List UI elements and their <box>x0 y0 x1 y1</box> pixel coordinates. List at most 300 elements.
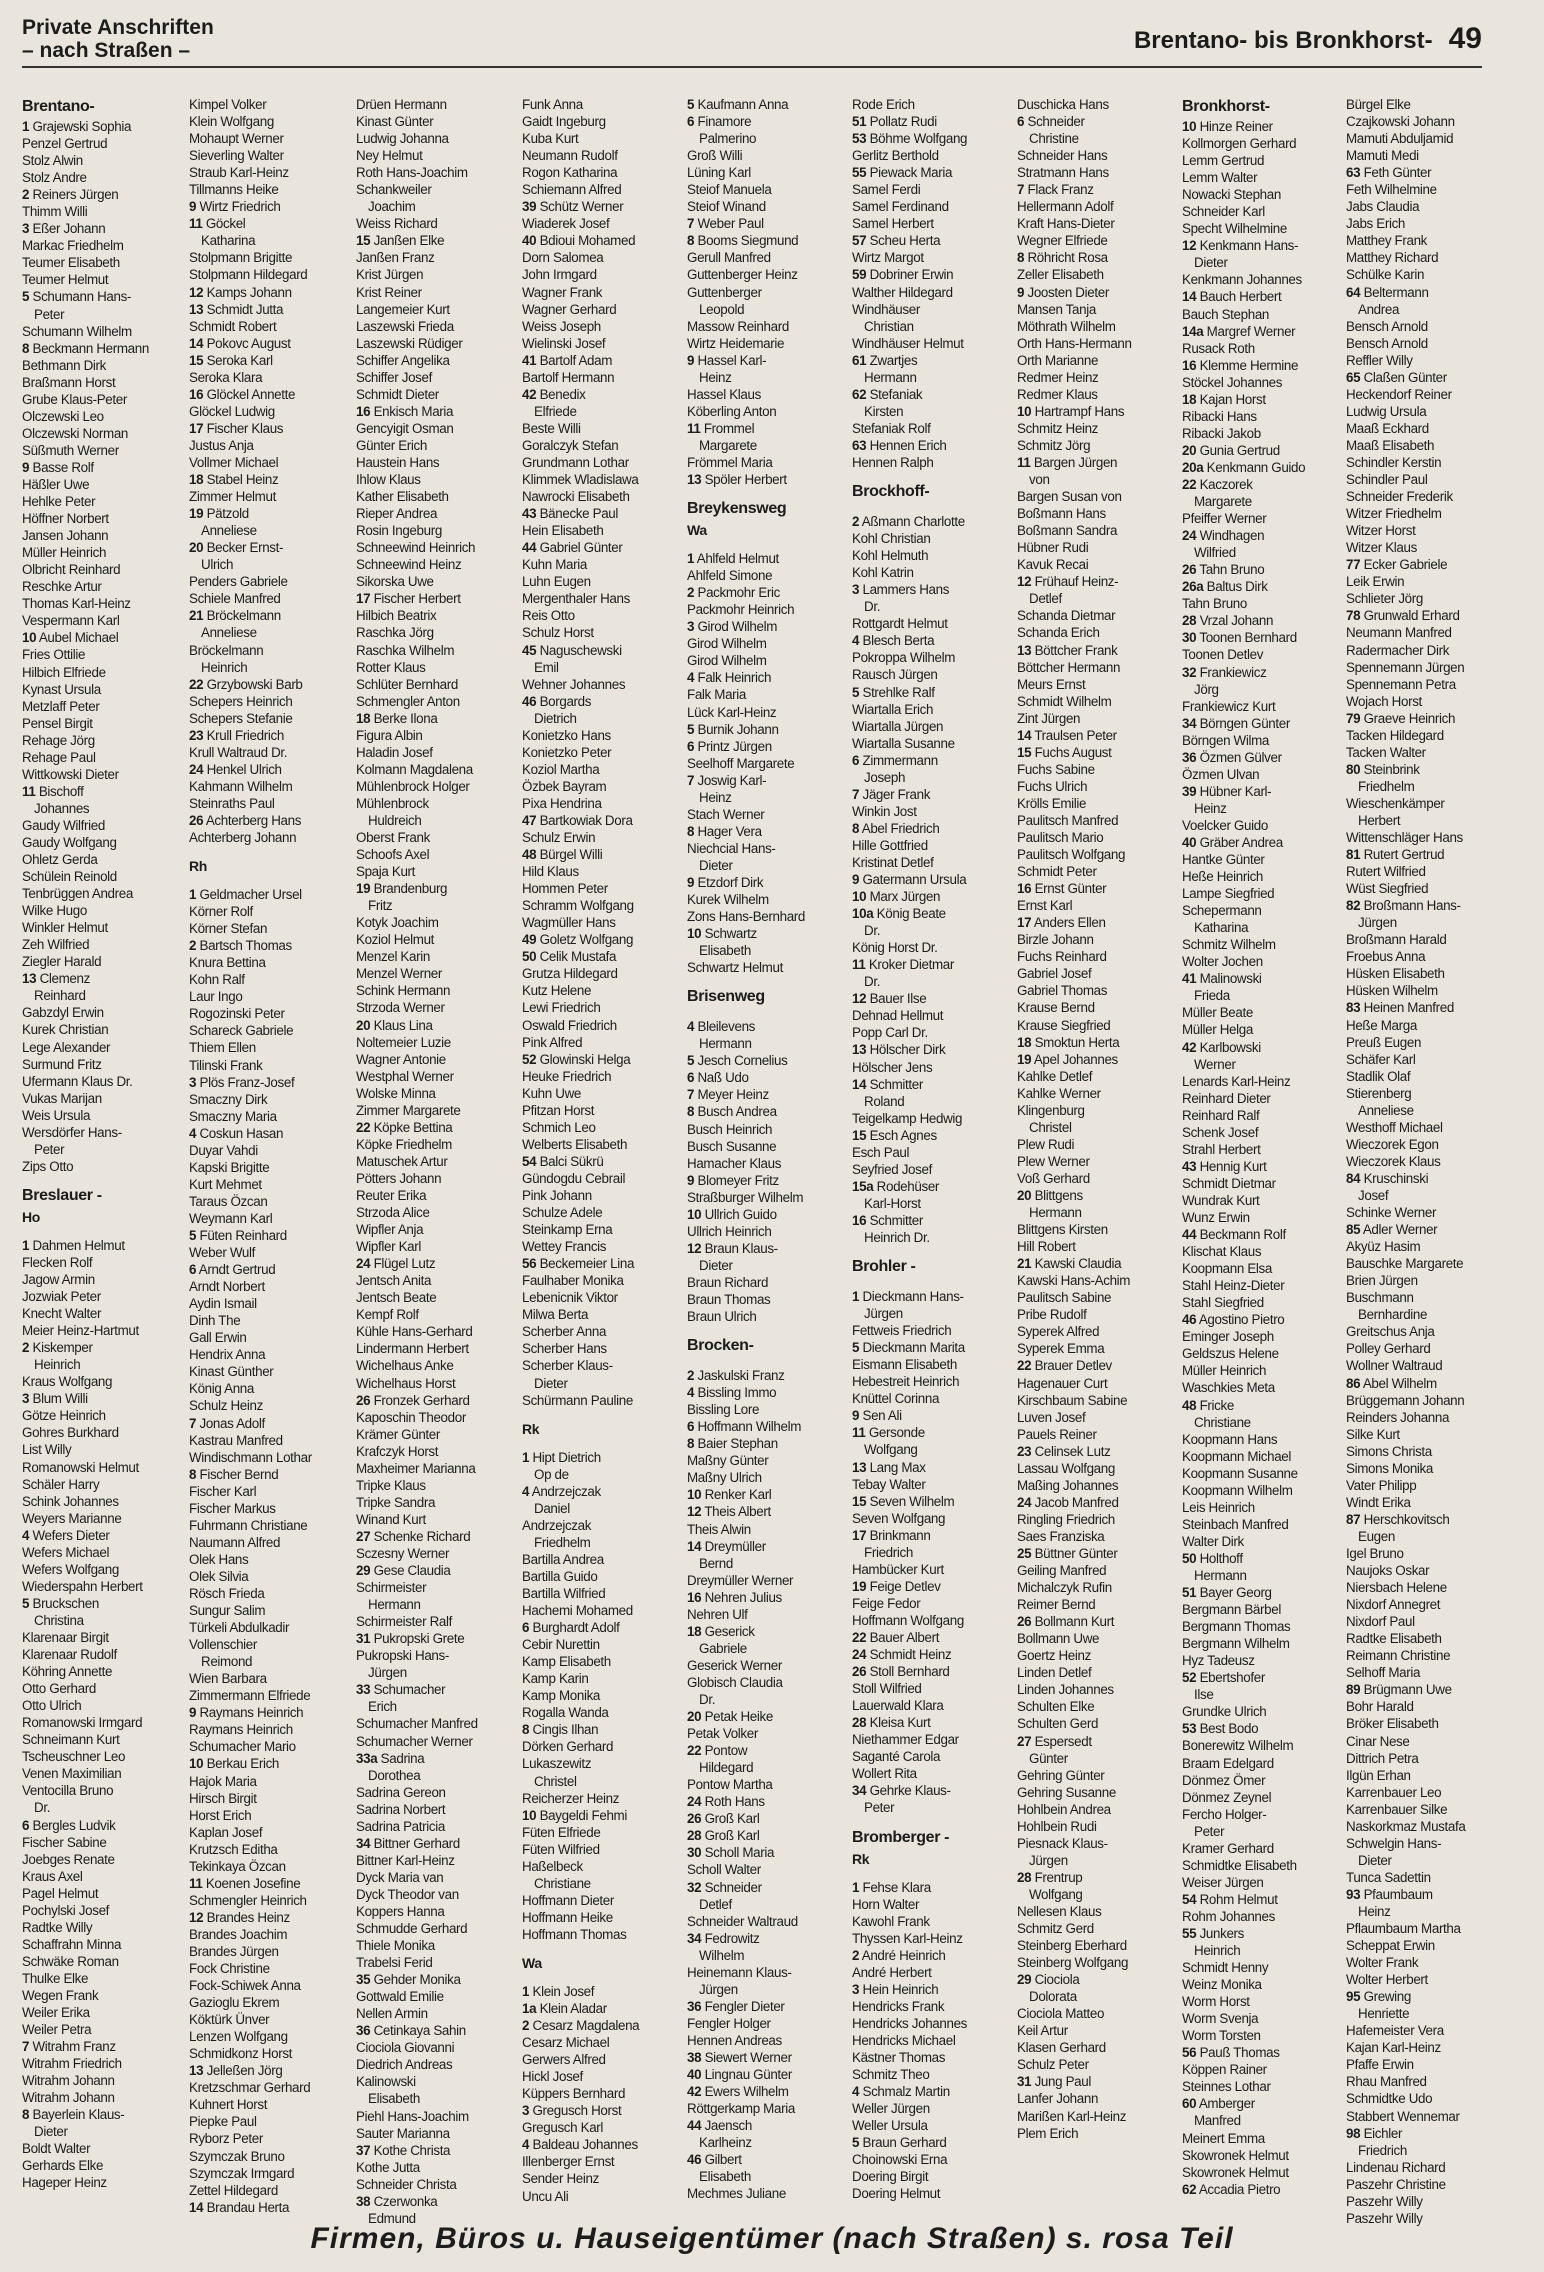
directory-entry: Schmidt Dietmar <box>1182 1175 1276 1191</box>
name-continuation: Karlheinz <box>699 2135 752 2151</box>
directory-entry: Hill Robert <box>1017 1239 1076 1255</box>
directory-entry: Rehage Paul <box>22 749 96 765</box>
resident-name: Frühauf Heinz- <box>1034 574 1119 590</box>
directory-entry: Gerhards Elke <box>22 2158 104 2174</box>
directory-entry: Kather Elisabeth <box>356 489 449 505</box>
directory-entry: Gottwald Emilie <box>356 1989 444 2005</box>
spacer <box>22 1227 190 1237</box>
directory-entry: Welberts Elisabeth <box>522 1136 628 1152</box>
directory-entry: Haladin Josef <box>356 744 433 760</box>
resident-name: Schumann Hans- <box>32 289 132 305</box>
directory-entry: Stahl Siegfried <box>1182 1295 1264 1311</box>
directory-entry <box>687 1930 855 1947</box>
directory-entry: Schramm Wolfgang <box>522 898 634 914</box>
resident-name: Finamore <box>697 114 752 130</box>
directory-entry: Maßny Günter <box>687 1453 769 1469</box>
house-number: 20 <box>356 1017 371 1033</box>
house-number: 48 <box>1182 1397 1197 1413</box>
directory-entry: Konietzko Peter <box>522 744 612 760</box>
directory-entry: Schanda Dietmar <box>1017 608 1116 624</box>
directory-entry: Plem Erich <box>1017 2125 1079 2141</box>
house-number: 7 <box>852 786 860 802</box>
directory-entry: Ahlfeld Simone <box>687 568 773 584</box>
directory-entry: Groß Willi <box>687 148 743 164</box>
directory-entry <box>1017 880 1185 897</box>
directory-entry: Plew Werner <box>1017 1153 1090 1169</box>
directory-entry: Hickl Josef <box>522 2069 583 2085</box>
resident-name: Gehder Monika <box>373 1972 461 1988</box>
directory-entry <box>687 1538 855 1555</box>
directory-entry <box>687 1793 855 1810</box>
name-continuation: Erich <box>368 1699 397 1715</box>
name-continuation: Huldreich <box>368 812 422 828</box>
directory-entry: Koziol Martha <box>522 761 600 777</box>
directory-entry: Rieper Andrea <box>356 506 438 522</box>
house-number: 20 <box>1017 1188 1032 1203</box>
directory-entry: Paulitsch Wolfgang <box>1017 847 1126 863</box>
directory-entry: Gregusch Karl <box>522 2120 604 2136</box>
name-continuation: Dr. <box>864 974 881 990</box>
directory-entry: Ciociola Giovanni <box>356 2040 455 2056</box>
directory-entry: Koopmann Hans <box>1182 1431 1278 1447</box>
directory-entry: Dehnad Hellmut <box>852 1008 944 1024</box>
directory-entry: Lindenau Richard <box>1346 2159 1446 2175</box>
directory-entry: Kurek Christian <box>22 1022 109 1038</box>
directory-entry <box>687 1086 855 1103</box>
directory-entry <box>687 2151 855 2168</box>
directory-entry: Grube Klaus-Peter <box>22 391 127 407</box>
resident-name: Braun Gerhard <box>862 2135 947 2151</box>
house-number: 41 <box>522 352 537 368</box>
resident-name: Schütz Werner <box>539 199 624 215</box>
house-number: 18 <box>687 1623 702 1639</box>
resident-name: Hager Vera <box>697 823 762 839</box>
resident-name: Fedrowitz <box>704 1930 760 1946</box>
directory-entry: Radtke Willy <box>22 1919 93 1935</box>
name-continuation: Bernd <box>699 1555 733 1571</box>
house-number: 55 <box>852 165 867 181</box>
directory-entry: Oswald Friedrich <box>522 1017 617 1033</box>
resident-name: Blomeyer Fritz <box>697 1172 779 1188</box>
directory-entry: Smaczny Maria <box>189 1108 277 1124</box>
directory-entry: Schulze Adele <box>522 1205 603 1221</box>
directory-entry: Schürmann Pauline <box>522 1392 633 1408</box>
directory-entry <box>687 2117 855 2134</box>
directory-entry: Weiler Erika <box>22 2005 90 2021</box>
directory-entry: Bissling Lore <box>687 1402 760 1418</box>
directory-entry: Steinkamp Erna <box>522 1222 613 1238</box>
resident-name: Kaczorek <box>1199 476 1253 492</box>
name-continuation: Josef <box>1358 1188 1389 1203</box>
house-number: 5 <box>22 1595 30 1611</box>
name-continuation: Friedrich <box>1358 2142 1407 2158</box>
directory-entry: Weiser Jürgen <box>1182 1874 1264 1890</box>
directory-entry: Zettel Hildegard <box>189 2182 278 2198</box>
directory-entry: Tekinkaya Özcan <box>189 1858 286 1874</box>
directory-entry: Rogozinski Peter <box>189 1006 285 1022</box>
directory-entry <box>189 215 357 232</box>
directory-entry: Tscheuschner Leo <box>22 1749 126 1765</box>
directory-entry: Worm Horst <box>1182 1994 1250 2010</box>
directory-entry: Leis Heinrich <box>1182 1499 1255 1515</box>
directory-entry: Schmitz Gerd <box>1017 1921 1094 1937</box>
directory-entry: Glöckel Ludwig <box>189 403 275 419</box>
directory-entry: Kuhn Maria <box>522 557 587 573</box>
directory-entry: Piehl Hans-Joachim <box>356 2108 469 2124</box>
house-number: 4 <box>687 670 695 686</box>
directory-entry: Hendricks Johannes <box>852 2015 968 2031</box>
directory-entry: Rusack Roth <box>1182 340 1255 356</box>
directory-entry: Hilbich Elfriede <box>22 664 106 680</box>
house-number: 26 <box>852 1664 867 1680</box>
resident-name: Fischer Herbert <box>373 591 461 607</box>
directory-entry: Dreymüller Werner <box>687 1572 794 1588</box>
directory-entry <box>189 420 357 437</box>
directory-entry <box>1182 357 1350 374</box>
resident-name: Bollmann Kurt <box>1034 1614 1115 1630</box>
house-number: 24 <box>852 1647 867 1663</box>
house-number: 54 <box>1182 1891 1197 1907</box>
house-number: 43 <box>522 506 537 522</box>
directory-entry: Winkin Jost <box>852 803 917 819</box>
directory-entry: Schmengler Heinrich <box>189 1892 307 1908</box>
house-number: 41 <box>1182 971 1197 987</box>
resident-name: Jaskulski Franz <box>697 1368 785 1384</box>
directory-entry: Gall Erwin <box>189 1330 247 1346</box>
directory-entry: Metzlaff Peter <box>22 698 100 714</box>
spacer <box>852 1278 1020 1288</box>
directory-entry <box>852 1629 1020 1646</box>
resident-name: Benedix <box>539 386 586 402</box>
directory-entry: Knecht Walter <box>22 1306 102 1322</box>
directory-entry: Maxheimer Marianna <box>356 1460 476 1476</box>
name-continuation: Friedhelm <box>1358 778 1415 794</box>
house-number: 26 <box>687 1811 702 1827</box>
house-number: 42 <box>522 386 537 402</box>
directory-entry <box>1182 664 1350 681</box>
house-number: 9 <box>22 459 30 475</box>
resident-name: Kajan Horst <box>1199 391 1266 407</box>
directory-entry <box>852 1663 1020 1680</box>
directory-entry: Pixa Hendrina <box>522 795 602 811</box>
directory-entry: Laszewski Rüdiger <box>356 335 463 351</box>
directory-entry: Eminger Joseph <box>1182 1329 1274 1345</box>
directory-entry: Schumann Wilhelm <box>22 323 132 339</box>
house-number: 17 <box>189 420 204 436</box>
directory-entry: Naskorkmaz Mustafa <box>1346 1818 1466 1834</box>
house-number: 48 <box>522 847 537 863</box>
house-number: 25 <box>1017 1545 1032 1561</box>
directory-entry: Kästner Thomas <box>852 2049 946 2065</box>
directory-entry: Frankiewicz Kurt <box>1182 698 1276 714</box>
spacer <box>687 488 855 498</box>
resident-name: Özmen Gülver <box>1199 749 1282 765</box>
directory-entry: Kirschbaum Sabine <box>1017 1392 1128 1408</box>
directory-entry <box>356 1017 524 1034</box>
directory-entry: Wittenschläger Hans <box>1346 830 1463 846</box>
directory-entry: Otto Gerhard <box>22 1681 96 1697</box>
directory-entry <box>189 1755 357 1772</box>
resident-name: Jäger Frank <box>862 786 931 802</box>
directory-entry: Leik Erwin <box>1346 574 1405 590</box>
directory-entry: Schwäke Roman <box>22 1953 119 1969</box>
house-number: 10 <box>687 1206 702 1222</box>
resident-name: Enkisch Maria <box>373 403 454 419</box>
directory-entry: Kollmorgen Gerhard <box>1182 136 1297 152</box>
name-continuation: Hildegard <box>699 1760 754 1776</box>
resident-name: Kamps Johann <box>206 284 292 300</box>
resident-name: Bartolf Adam <box>539 352 613 368</box>
directory-entry: Braam Edelgard <box>1182 1755 1274 1771</box>
house-number: 20a <box>1182 459 1204 475</box>
name-continuation: Reimond <box>201 1654 253 1670</box>
directory-entry: Bollmann Uwe <box>1017 1631 1100 1647</box>
directory-entry: Andrzejczak <box>522 1517 592 1533</box>
house-number: 44 <box>1182 1227 1197 1243</box>
directory-entry: Hoffmann Thomas <box>522 1926 627 1942</box>
directory-entry: Heinemann Klaus- <box>687 1964 792 1980</box>
directory-entry <box>852 1782 1020 1799</box>
directory-entry: Penzel Gertrud <box>22 136 108 152</box>
directory-entry: Hagenauer Curt <box>1017 1375 1108 1391</box>
house-number: 28 <box>1182 613 1197 629</box>
directory-entry: Schindler Kerstin <box>1346 454 1442 470</box>
directory-entry: Roth Hans-Joachim <box>356 165 468 181</box>
directory-entry: Schmidtke Udo <box>1346 2091 1433 2107</box>
directory-entry: Kothe Jutta <box>356 2159 420 2175</box>
house-number: 34 <box>687 1930 702 1946</box>
resident-name: Bleilevens <box>697 1019 756 1035</box>
house-number: 4 <box>687 1385 695 1401</box>
directory-entry: Rode Erich <box>852 97 915 112</box>
directory-entry: Wiartalla Jürgen <box>852 718 944 734</box>
directory-entry: Hoffmann Dieter <box>522 1892 615 1908</box>
directory-entry <box>189 284 357 301</box>
directory-entry <box>687 1240 855 1257</box>
name-continuation: Detlef <box>1029 591 1062 607</box>
house-number: 81 <box>1346 847 1361 863</box>
directory-entry: Klarenaar Rudolf <box>22 1647 117 1663</box>
resident-name: Toonen Bernhard <box>1199 630 1297 646</box>
directory-entry: Fuchs Ulrich <box>1017 778 1088 794</box>
directory-entry <box>22 186 190 203</box>
resident-name: Printz Jürgen <box>697 738 772 754</box>
resident-name: Ullrich Guido <box>704 1206 777 1222</box>
directory-entry <box>356 403 524 420</box>
directory-entry <box>1182 476 1350 493</box>
resident-name: Gunia Gertrud <box>1199 442 1280 458</box>
directory-entry: Schiffer Josef <box>356 369 432 385</box>
directory-entry <box>356 1119 524 1136</box>
directory-entry: Thiem Ellen <box>189 1040 256 1056</box>
house-number: 93 <box>1346 1886 1361 1902</box>
directory-entry: Ribacki Hans <box>1182 408 1257 424</box>
resident-name: Berke Ilona <box>373 710 438 726</box>
resident-name: Bruckschen <box>32 1595 99 1611</box>
directory-entry: Weller Jürgen <box>852 2101 930 2117</box>
directory-entry <box>687 96 855 113</box>
directory-entry <box>852 581 1020 598</box>
directory-column-3 <box>356 96 524 2226</box>
name-continuation: Fritz <box>368 898 393 914</box>
directory-entry: Schulz Horst <box>522 625 594 641</box>
directory-entry: Samel Ferdinand <box>852 199 949 215</box>
directory-entry: Illenberger Ernst <box>522 2154 615 2170</box>
name-continuation: Dr. <box>699 1691 716 1707</box>
directory-entry: Luhn Eugen <box>522 574 591 590</box>
directory-entry: Hild Klaus <box>522 864 579 880</box>
house-number: 12 <box>687 1240 702 1256</box>
directory-entry: Schmidt Wilhelm <box>1017 693 1112 709</box>
district-label: Wa <box>522 1954 542 1971</box>
directory-entry <box>852 1127 1020 1144</box>
directory-entry: Rotter Klaus <box>356 659 426 675</box>
name-continuation: Dr. <box>864 599 881 615</box>
directory-entry: Ney Helmut <box>356 148 423 164</box>
directory-entry: Müller Beate <box>1182 1005 1253 1021</box>
resident-name: Kiskemper <box>32 1340 93 1356</box>
house-number: 1 <box>522 1449 530 1465</box>
directory-entry <box>22 1390 190 1407</box>
house-number: 80 <box>1346 761 1361 777</box>
directory-entry: Pensel Birgit <box>22 715 93 731</box>
directory-entry: Linden Johannes <box>1017 1682 1114 1698</box>
directory-entry: Wojach Horst <box>1346 693 1422 709</box>
resident-name: Dreymüller <box>704 1538 766 1554</box>
directory-entry: Pötters Johann <box>356 1170 442 1186</box>
resident-name: Stabel Heinz <box>206 472 279 488</box>
resident-name: Gatermann Ursula <box>862 872 967 888</box>
directory-entry: Wichelhaus Horst <box>356 1375 456 1391</box>
directory-entry: Penders Gabriele <box>189 574 288 590</box>
directory-entry: Stolpmann Hildegard <box>189 267 308 283</box>
resident-name: Glöckel Annette <box>206 386 296 402</box>
directory-entry: Wirtz Margot <box>852 250 924 266</box>
resident-name: Pontow <box>704 1743 748 1759</box>
house-number: 4 <box>522 2137 530 2153</box>
directory-entry: Westphal Werner <box>356 1068 454 1084</box>
resident-name: Füten Reinhard <box>199 1228 287 1243</box>
directory-entry: Fischer Sabine <box>22 1834 107 1850</box>
resident-name: Hennen Erich <box>869 437 947 453</box>
resident-name: Feige Detlev <box>869 1578 941 1594</box>
directory-entry: Cesarz Michael <box>522 2035 610 2051</box>
house-number: 34 <box>356 1835 371 1851</box>
directory-entry <box>356 1630 524 1647</box>
directory-entry: Guttenberger Heinz <box>687 267 798 283</box>
house-number: 23 <box>1017 1443 1032 1459</box>
resident-name: Ewers Wilhelm <box>704 2084 789 2100</box>
resident-name: Dieckmann Marita <box>862 1340 965 1356</box>
resident-name: Bürgel Willi <box>539 847 603 863</box>
name-continuation: Christiane <box>534 1875 591 1891</box>
house-number: 51 <box>1182 1585 1197 1601</box>
name-continuation: Wolfgang <box>864 1442 918 1458</box>
directory-entry: Tilinski Frank <box>189 1057 263 1073</box>
name-continuation: Dr. <box>34 1800 51 1816</box>
directory-entry: Börngen Wilma <box>1182 732 1269 748</box>
resident-name: Meyer Heinz <box>697 1087 769 1103</box>
house-number: 20 <box>687 1709 702 1725</box>
directory-entry <box>1017 1255 1185 1272</box>
directory-entry: Schink Johannes <box>22 1493 119 1509</box>
house-number: 8 <box>22 2107 30 2123</box>
house-number: 52 <box>1182 1670 1197 1686</box>
directory-entry <box>687 215 855 232</box>
directory-entry <box>1182 1158 1350 1175</box>
spacer <box>189 846 357 856</box>
directory-entry: Maaß Elisabeth <box>1346 437 1435 453</box>
house-number: 1 <box>22 1237 30 1253</box>
directory-entry: Özmen Ulvan <box>1182 766 1260 782</box>
directory-entry: Goertz Heinz <box>1017 1648 1091 1664</box>
name-continuation: Dr. <box>864 923 881 939</box>
name-continuation: Jürgen <box>1029 1852 1068 1868</box>
house-number: 2 <box>687 1368 695 1384</box>
directory-entry: Mansen Tanja <box>1017 301 1096 317</box>
directory-entry <box>356 232 524 249</box>
directory-entry: Laur Ingo <box>189 989 243 1005</box>
directory-entry: Wipfler Anja <box>356 1222 424 1238</box>
directory-entry <box>522 232 690 249</box>
directory-entry: Sungur Salim <box>189 1603 266 1619</box>
resident-name: Fricke <box>1199 1397 1234 1413</box>
directory-entry: Schülein Reinold <box>22 869 117 885</box>
directory-entry: Lassau Wolfgang <box>1017 1460 1115 1476</box>
name-continuation: Manfred <box>1194 2113 1241 2129</box>
resident-name: Eichler <box>1363 2125 1403 2141</box>
directory-entry: Wipfler Karl <box>356 1239 421 1255</box>
spacer <box>687 976 855 986</box>
directory-entry: Kramer Gerhard <box>1182 1840 1274 1856</box>
resident-name: Celinsek Lutz <box>1034 1443 1111 1459</box>
resident-name: Brandau Herta <box>206 2199 290 2215</box>
directory-entry: Zips Otto <box>22 1158 74 1174</box>
house-number: 15 <box>852 1493 867 1509</box>
house-number: 33a <box>356 1750 378 1766</box>
directory-entry: Winand Kurt <box>356 1511 426 1527</box>
directory-entry: Jansen Johann <box>22 528 109 544</box>
directory-entry: Trabelsi Ferid <box>356 1955 433 1971</box>
directory-entry: Olek Hans <box>189 1551 249 1567</box>
directory-entry: Hommen Peter <box>522 881 608 897</box>
directory-entry: Witrahm Friedrich <box>22 2056 122 2072</box>
house-number: 83 <box>1346 1000 1361 1016</box>
house-number: 40 <box>1182 834 1197 850</box>
directory-entry: Walter Dirk <box>1182 1533 1244 1549</box>
directory-entry <box>687 2066 855 2083</box>
directory-entry <box>852 1578 1020 1595</box>
directory-entry: Drüen Hermann <box>356 97 447 112</box>
house-number: 2 <box>522 2018 530 2034</box>
house-number: 22 <box>687 1743 702 1759</box>
directory-entry: Kolmann Magdalena <box>356 761 473 777</box>
directory-entry: Straßburger Wilhelm <box>687 1189 804 1205</box>
house-number: 44 <box>522 540 537 556</box>
directory-entry: Gabzdyl Erwin <box>22 1005 104 1021</box>
name-continuation: Christiane <box>1194 1414 1251 1430</box>
directory-entry <box>522 198 690 215</box>
directory-entry: Funk Anna <box>522 97 583 112</box>
directory-entry: Heckendorf Reiner <box>1346 386 1452 402</box>
directory-entry: Kynast Ursula <box>22 681 101 697</box>
house-number: 5 <box>687 97 695 112</box>
directory-entry <box>22 1527 190 1544</box>
directory-entry: Füten Elfriede <box>522 1824 601 1840</box>
house-number: 5 <box>687 721 695 737</box>
directory-entry: Kotyk Joachim <box>356 915 439 931</box>
resident-name: Gersonde <box>868 1425 925 1441</box>
